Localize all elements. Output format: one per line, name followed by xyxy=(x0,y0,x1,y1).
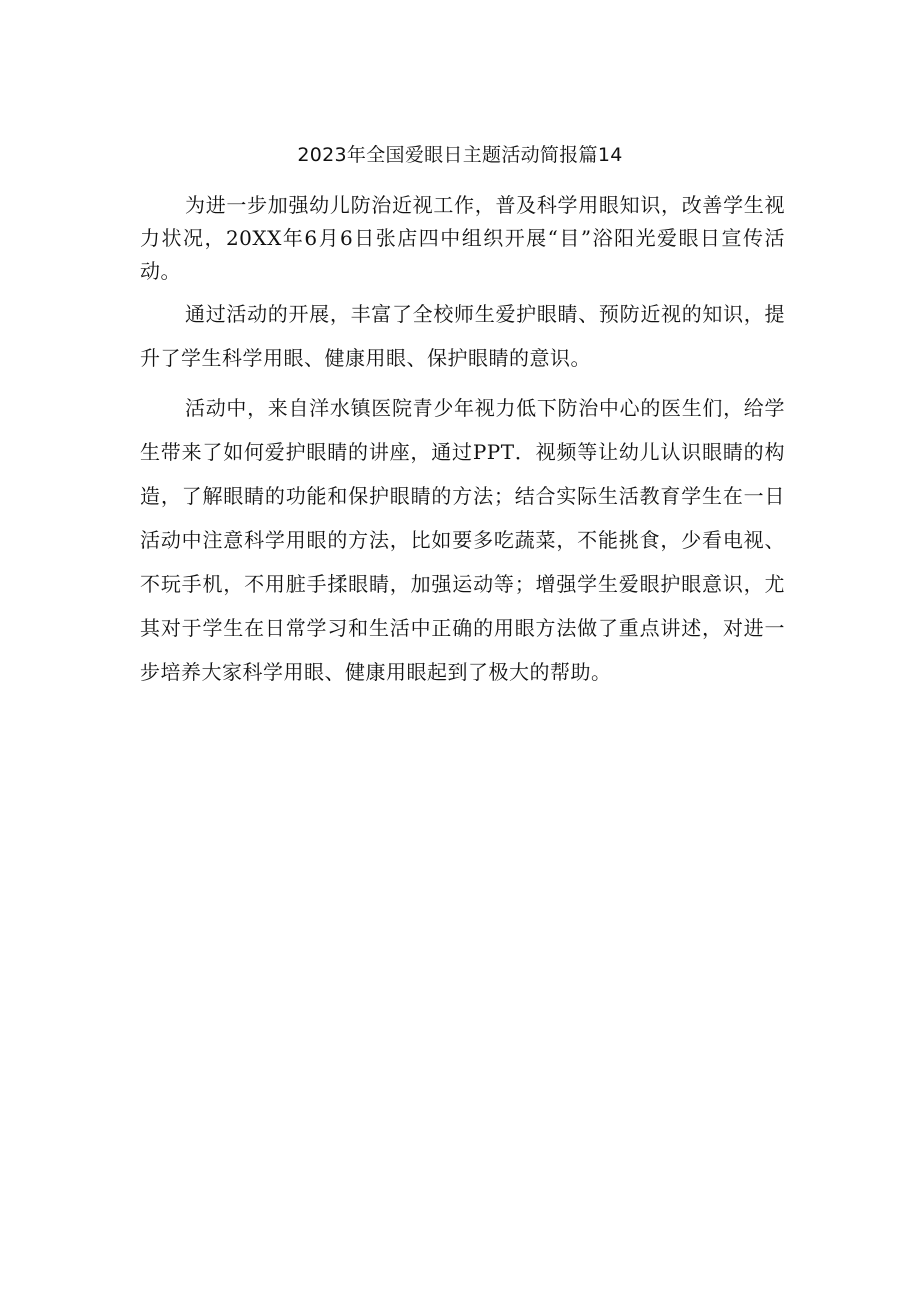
paragraph-intro: 为进一步加强幼儿防治近视工作，普及科学用眼知识，改善学生视力状况，20XX年6月6日张店四中组织开展“目”浴阳光爱眼日宣传活动。 xyxy=(140,193,785,283)
document-title: 2023年全国爱眼日主题活动简报篇14 xyxy=(297,144,623,166)
paragraph-activity-details: 活动中，来自洋水镇医院青少年视力低下防治中心的医生们，给学生带来了如何爱护眼睛的讲座，通过PPT．视频等让幼儿认识眼睛的构造，了解眼睛的功能和保护眼睛的方法；结合实际生活教育学生在一日活动中注意科学用眼的方法，比如要多吃蔬菜，不能挑食，少看电视、不玩手机，不用脏手揉眼睛，加强运动等；增强学生爱眼护眼意识，尤其对于学生在日常学习和生活中正确的用眼方法做了重点讲述，对进一步培养大家科学用眼、健康用眼起到了极大的帮助。 xyxy=(140,396,785,684)
paragraph-outcome: 通过活动的开展，丰富了全校师生爱护眼睛、预防近视的知识，提升了学生科学用眼、健康用眼、保护眼睛的意识。 xyxy=(140,302,785,370)
